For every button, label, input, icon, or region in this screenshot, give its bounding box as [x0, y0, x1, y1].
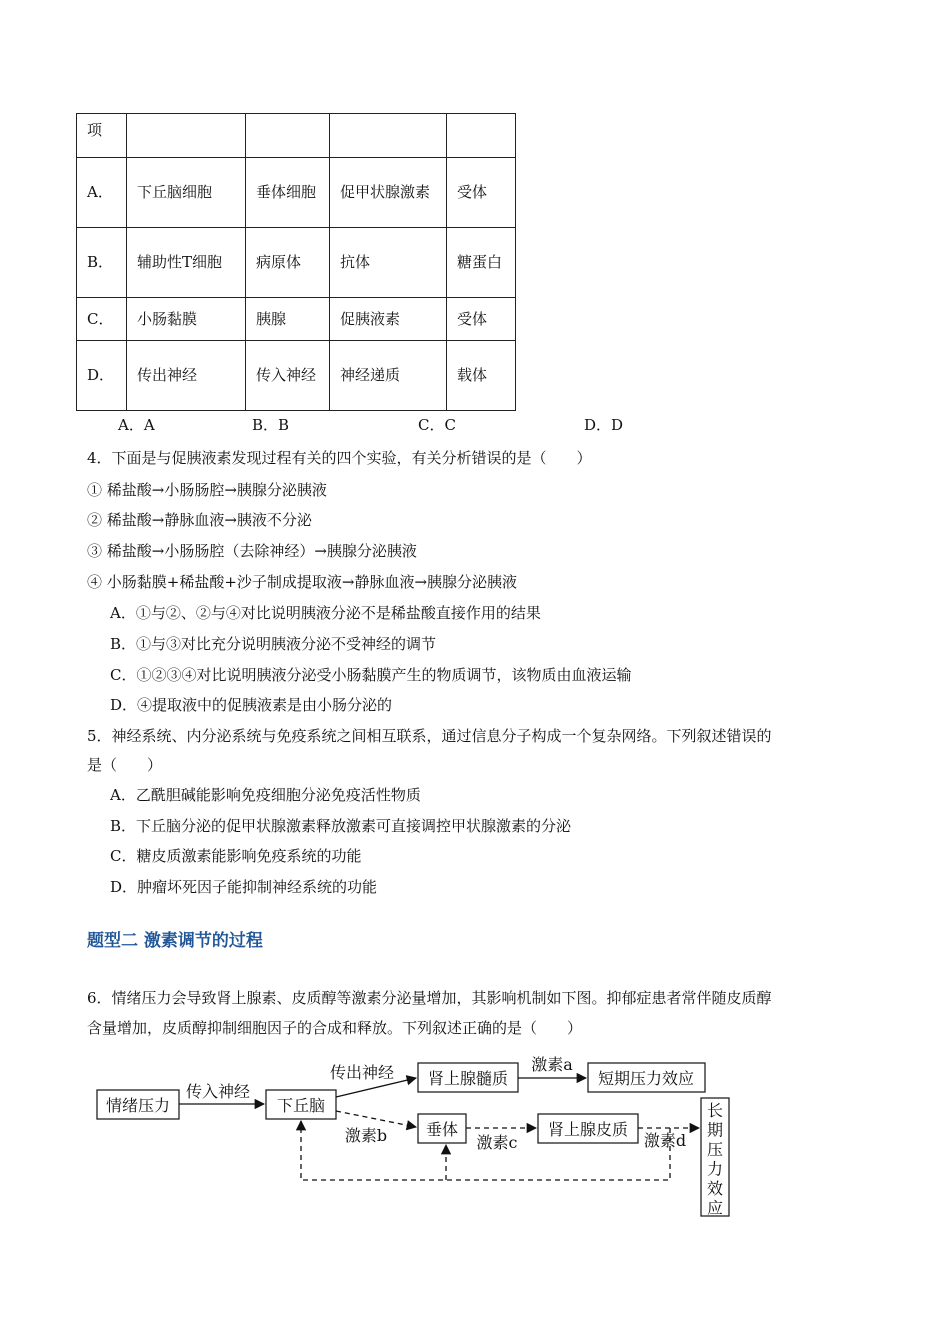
q6-stem-line1: 6．情绪压力会导致肾上腺素、皮质醇等激素分泌量增加，其影响机制如下图。抑郁症患者常伴随皮质醇: [87, 989, 772, 1007]
node-long-effect: 长期压力效应: [706, 1101, 724, 1218]
q4-experiment-1: ① 稀盐酸→小肠肠腔→胰腺分泌胰液: [87, 481, 327, 499]
q3-choice-d[interactable]: D．D: [584, 416, 624, 434]
table-cell: D．: [77, 341, 127, 411]
label-hormone-c: 激素c: [476, 1133, 518, 1152]
q4-option-b[interactable]: B．①与③对比充分说明胰液分泌不受神经的调节: [110, 635, 437, 653]
node-pituitary: 垂体: [425, 1120, 459, 1139]
label-hormone-d: 激素d: [643, 1131, 687, 1150]
q5-option-a[interactable]: A．乙酰胆碱能影响免疫细胞分泌免疫活性物质: [110, 786, 421, 804]
q4-stem: 4．下面是与促胰液素发现过程有关的四个实验，有关分析错误的是（ ）: [87, 449, 592, 467]
table-cell: 促甲状腺激素: [330, 158, 447, 228]
q5-option-d[interactable]: D．肿瘤坏死因子能抑制神经系统的功能: [110, 878, 378, 896]
table-cell: 糖蛋白: [447, 228, 516, 298]
q4-experiment-3: ③ 稀盐酸→小肠肠腔（去除神经）→胰腺分泌胰液: [87, 542, 417, 560]
node-medulla: 肾上腺髓质: [427, 1069, 509, 1088]
table-cell: 小肠黏膜: [127, 298, 246, 341]
table-cell: 受体: [447, 158, 516, 228]
q4-experiment-2: ② 稀盐酸→静脉血液→胰液不分泌: [87, 511, 312, 529]
node-cortex: 肾上腺皮质: [547, 1120, 629, 1139]
q4-experiment-4: ④ 小肠黏膜+稀盐酸+沙子制成提取液→静脉血液→胰腺分泌胰液: [87, 573, 518, 591]
table-cell: 受体: [447, 298, 516, 341]
node-emotion: 情绪压力: [105, 1096, 171, 1115]
q5-stem-line2: 是（ ）: [87, 756, 163, 774]
section-title: 题型二 激素调节的过程: [87, 931, 263, 951]
table-cell: 促胰液素: [330, 298, 447, 341]
q4-option-c[interactable]: C．①②③④对比说明胰液分泌受小肠黏膜产生的物质调节，该物质由血液运输: [110, 666, 632, 684]
table-cell: C．: [77, 298, 127, 341]
q3-choice-b[interactable]: B．B: [252, 416, 290, 434]
q5-stem-line1: 5．神经系统、内分泌系统与免疫系统之间相互联系，通过信息分子构成一个复杂网络。下列叙述错误的: [87, 727, 772, 745]
table-cell: B．: [77, 228, 127, 298]
label-afferent: 传入神经: [185, 1082, 251, 1101]
label-hormone-a: 激素a: [531, 1055, 573, 1074]
table-cell: A．: [77, 158, 127, 228]
q3-choice-a[interactable]: A．A: [118, 416, 155, 434]
q6-stem-line2: 含量增加，皮质醇抑制细胞因子的合成和释放。下列叙述正确的是（ ）: [87, 1019, 583, 1037]
label-hormone-b: 激素b: [344, 1126, 388, 1145]
q4-option-d[interactable]: D．④提取液中的促胰液素是由小肠分泌的: [110, 696, 393, 714]
table-cell: 胰腺: [246, 298, 330, 341]
q5-option-c[interactable]: C．糖皮质激素能影响免疫系统的功能: [110, 847, 362, 865]
table-cell: 下丘脑细胞: [127, 158, 246, 228]
table-cell: 抗体: [330, 228, 447, 298]
table-cell: 项: [77, 114, 127, 158]
table-cell: 垂体细胞: [246, 158, 330, 228]
node-short-effect: 短期压力效应: [597, 1069, 695, 1088]
table-cell: 传入神经: [246, 341, 330, 411]
table-cell: 传出神经: [127, 341, 246, 411]
table-cell: 神经递质: [330, 341, 447, 411]
q5-option-b[interactable]: B．下丘脑分泌的促甲状腺激素释放激素可直接调控甲状腺激素的分泌: [110, 817, 572, 835]
arrow-hypothalamus-to-pituitary: [336, 1111, 416, 1127]
label-efferent: 传出神经: [329, 1063, 395, 1082]
table-cell: 载体: [447, 341, 516, 411]
table-cell: 辅助性T细胞: [127, 228, 246, 298]
node-hypothalamus: 下丘脑: [276, 1096, 326, 1115]
table-cell: 病原体: [246, 228, 330, 298]
q3-choice-c[interactable]: C．C: [418, 416, 456, 434]
q4-option-a[interactable]: A．①与②、②与④对比说明胰液分泌不是稀盐酸直接作用的结果: [110, 604, 541, 622]
